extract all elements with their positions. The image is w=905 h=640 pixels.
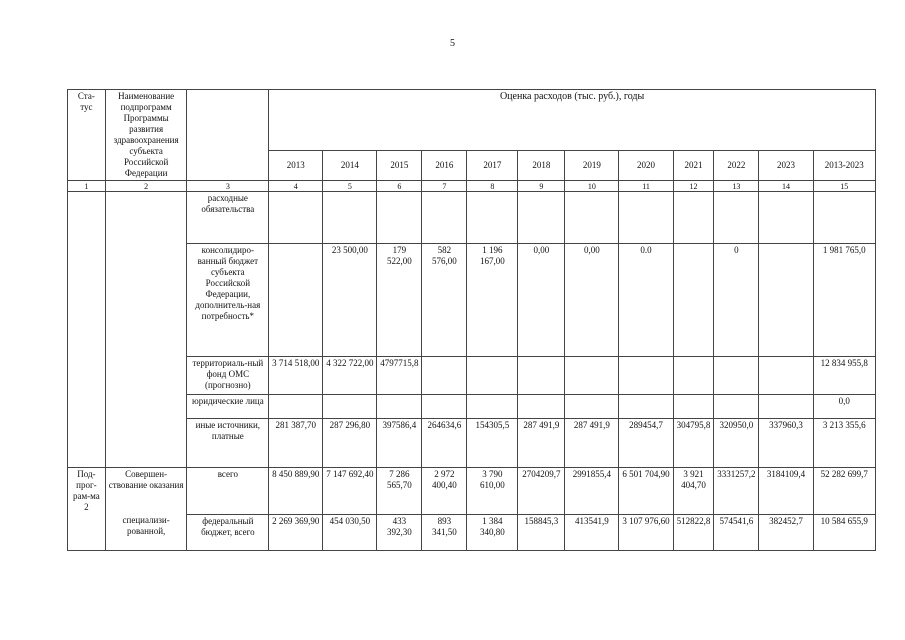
cell-value [759, 357, 813, 395]
cell-value [759, 244, 813, 357]
row-name: специализи-рованной, [105, 514, 187, 550]
cell-value [422, 357, 467, 395]
page-number: 5 [450, 38, 455, 49]
cell-value: 574541,6 [714, 514, 759, 550]
row-source: иные источники, платные [187, 419, 269, 468]
cell-value: 454 030,50 [323, 514, 377, 550]
year-header: 2021 [673, 151, 714, 181]
cell-value [759, 395, 813, 419]
cell-value [714, 192, 759, 244]
table-row [68, 244, 876, 357]
cell-value [422, 395, 467, 419]
cell-value [673, 395, 714, 419]
cell-value: 287 296,80 [323, 419, 377, 468]
header-estimate: Оценка расходов (тыс. руб.), годы [269, 90, 876, 151]
cell-value [759, 192, 813, 244]
cell-value [518, 357, 565, 395]
cell-value: 382452,7 [759, 514, 813, 550]
cell-value: 3 714 518,00 [269, 357, 323, 395]
cell-value: 0,00 [565, 244, 619, 357]
row-status [68, 192, 106, 244]
cell-value: 7 286 565,70 [377, 468, 422, 515]
col-number: 13 [714, 181, 759, 192]
cell-value: 413541,9 [565, 514, 619, 550]
year-header: 2020 [619, 151, 673, 181]
row-status [68, 395, 106, 419]
cell-value [714, 357, 759, 395]
cell-value: 12 834 955,8 [813, 357, 875, 395]
row-status [68, 357, 106, 395]
row-source: всего [187, 468, 269, 515]
header-col3 [187, 90, 269, 181]
col-number: 11 [619, 181, 673, 192]
cell-value [565, 192, 619, 244]
cell-value: 7 147 692,40 [323, 468, 377, 515]
cell-value [467, 395, 518, 419]
col-number: 14 [759, 181, 813, 192]
cell-value [323, 192, 377, 244]
col-number: 1 [68, 181, 106, 192]
cell-value: 582 576,00 [422, 244, 467, 357]
cell-value [518, 192, 565, 244]
table-row [68, 419, 876, 468]
year-header: 2013 [269, 151, 323, 181]
year-header: 2023 [759, 151, 813, 181]
cell-value [619, 395, 673, 419]
cell-value: 158845,3 [518, 514, 565, 550]
cell-value: 2991855,4 [565, 468, 619, 515]
cell-value: 3 107 976,60 [619, 514, 673, 550]
cell-value: 1 196 167,00 [467, 244, 518, 357]
row-source: консолидиро-ванный бюджет субъекта Российской Федерации, дополнитель-ная потребность* [187, 244, 269, 357]
year-header: 2017 [467, 151, 518, 181]
table-row [68, 357, 876, 395]
col-number: 8 [467, 181, 518, 192]
cell-value [565, 357, 619, 395]
col-number: 9 [518, 181, 565, 192]
cell-value: 320950,0 [714, 419, 759, 468]
col-number: 10 [565, 181, 619, 192]
table-row [68, 395, 876, 419]
cell-value [323, 395, 377, 419]
cell-value [269, 244, 323, 357]
cell-value: 893 341,50 [422, 514, 467, 550]
row-status [68, 244, 106, 357]
year-header: 2013-2023 [813, 151, 875, 181]
cell-value: 3184109,4 [759, 468, 813, 515]
cell-value [673, 244, 714, 357]
table-row [68, 192, 876, 244]
cell-value: 2704209,7 [518, 468, 565, 515]
row-name: Совершен-ствование оказания [105, 468, 187, 515]
row-source: федеральный бюджет, всего [187, 514, 269, 550]
cell-value: 154305,5 [467, 419, 518, 468]
col-number: 15 [813, 181, 875, 192]
cell-value: 0,0 [813, 395, 875, 419]
cell-value: 23 500,00 [323, 244, 377, 357]
cell-value: 2 269 369,90 [269, 514, 323, 550]
cell-value [467, 357, 518, 395]
cell-value [619, 192, 673, 244]
cell-value: 179 522,00 [377, 244, 422, 357]
row-status [68, 514, 106, 550]
cell-value: 281 387,70 [269, 419, 323, 468]
row-name [105, 419, 187, 468]
table-row [68, 514, 876, 550]
cell-value [422, 192, 467, 244]
header-status [68, 90, 106, 181]
cell-value: 287 491,9 [518, 419, 565, 468]
cell-value [269, 395, 323, 419]
col-number: 3 [187, 181, 269, 192]
year-header: 2019 [565, 151, 619, 181]
cell-value: 2 972 400,40 [422, 468, 467, 515]
cell-value: 397586,4 [377, 419, 422, 468]
row-source: расходные обязательства [187, 192, 269, 244]
cell-value [619, 357, 673, 395]
cell-value: 433 392,30 [377, 514, 422, 550]
cell-value: 512822,8 [673, 514, 714, 550]
cell-value: 3 213 355,6 [813, 419, 875, 468]
cell-value: 0.0 [619, 244, 673, 357]
cell-value: 10 584 655,9 [813, 514, 875, 550]
col-number: 6 [377, 181, 422, 192]
cell-value [714, 395, 759, 419]
cell-value: 3 921 404,70 [673, 468, 714, 515]
year-header: 2016 [422, 151, 467, 181]
cell-value: 337960,3 [759, 419, 813, 468]
cell-value: 52 282 699,7 [813, 468, 875, 515]
row-status [68, 419, 106, 468]
row-name [105, 244, 187, 357]
cell-value: 289454,7 [619, 419, 673, 468]
year-header: 2022 [714, 151, 759, 181]
cell-value: 6 501 704,90 [619, 468, 673, 515]
table-row [68, 468, 876, 515]
year-header: 2018 [518, 151, 565, 181]
header-name: Наименование подпрограмм Программы развития здравоохранения субъекта Российской Федерации [105, 90, 187, 181]
cell-value [673, 357, 714, 395]
cell-value: 304795,8 [673, 419, 714, 468]
row-status: Под-прог-рам-ма 2 [68, 468, 106, 515]
col-number: 5 [323, 181, 377, 192]
cell-value: 3331257,2 [714, 468, 759, 515]
row-source: юридические лица [187, 395, 269, 419]
cell-value: 1 981 765,0 [813, 244, 875, 357]
cell-value [813, 192, 875, 244]
cell-value: 0 [714, 244, 759, 357]
year-header: 2014 [323, 151, 377, 181]
cell-value: 0,00 [518, 244, 565, 357]
cell-value: 4 322 722,00 [323, 357, 377, 395]
cell-value: 1 384 340,80 [467, 514, 518, 550]
cell-value [377, 192, 422, 244]
cell-value [518, 395, 565, 419]
cell-value: 8 450 889,90 [269, 468, 323, 515]
col-number: 4 [269, 181, 323, 192]
year-header: 2015 [377, 151, 422, 181]
cell-value [565, 395, 619, 419]
cell-value [467, 192, 518, 244]
col-number: 12 [673, 181, 714, 192]
cell-value: 3 790 610,00 [467, 468, 518, 515]
row-name [105, 395, 187, 419]
col-number: 2 [105, 181, 187, 192]
cell-value [673, 192, 714, 244]
expenditure-table [67, 89, 876, 551]
cell-value: 264634,6 [422, 419, 467, 468]
cell-value: 287 491,9 [565, 419, 619, 468]
cell-value [269, 192, 323, 244]
row-source: территориаль-ный фонд ОМС (прогнозно) [187, 357, 269, 395]
cell-value: 4797715,8 [377, 357, 422, 395]
cell-value [377, 395, 422, 419]
row-name [105, 357, 187, 395]
col-number: 7 [422, 181, 467, 192]
header-status-text: Ста- тус [77, 91, 95, 112]
row-name [105, 192, 187, 244]
